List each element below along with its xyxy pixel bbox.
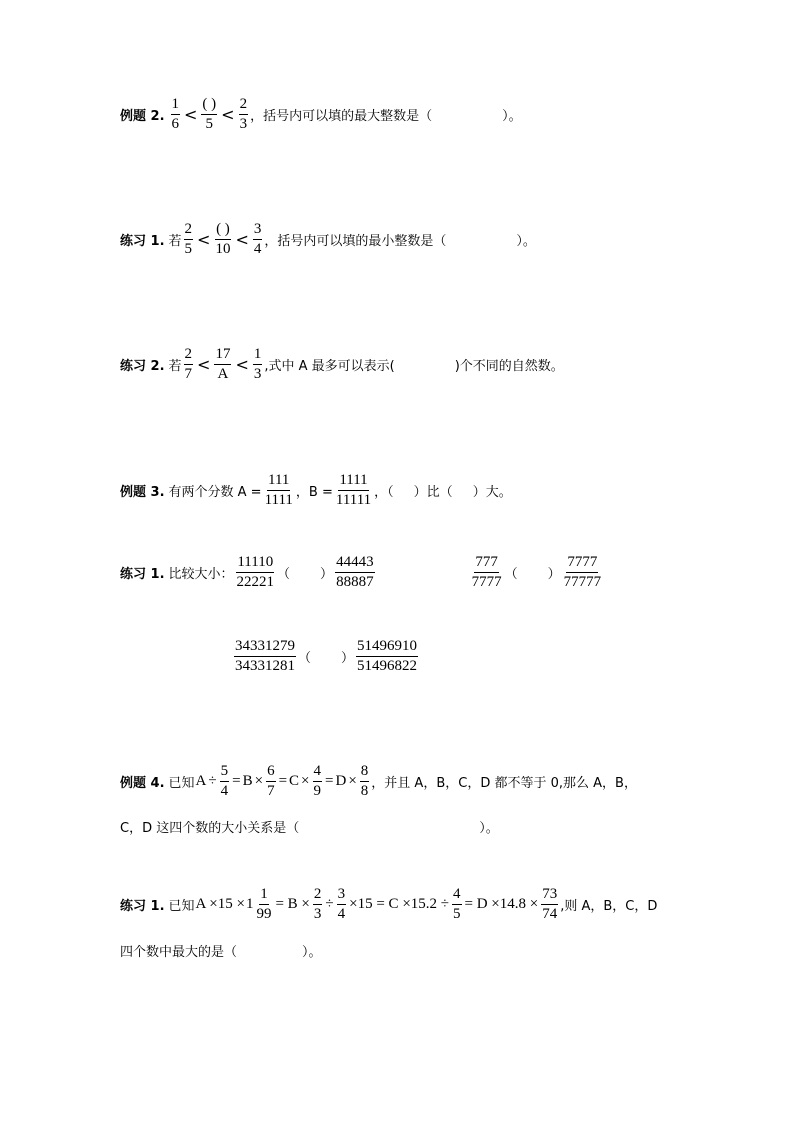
- question-text: ，并且 A，B，C，D 都不等于 0,那么 A，B，: [371, 776, 637, 791]
- denominator: 77777: [563, 574, 602, 590]
- example-2: [120, 96, 522, 133]
- var-c: C: [289, 773, 300, 789]
- question-label: 练习 1.: [120, 567, 165, 582]
- fraction: [541, 886, 558, 923]
- fraction: [239, 96, 249, 133]
- denominator: A: [217, 366, 229, 382]
- numerator: 6: [266, 763, 276, 782]
- practice-4-1-line-2: [120, 941, 322, 960]
- practice-1: [120, 221, 536, 258]
- fraction: [253, 346, 263, 383]
- practice-compare-row-2: [232, 638, 420, 675]
- denominator: 74: [542, 906, 558, 922]
- divide-sign: ÷: [208, 773, 217, 789]
- fraction-blank: [214, 221, 231, 258]
- denominator: 88887: [336, 574, 374, 590]
- less-than-sign: <: [197, 230, 211, 249]
- equals-sign: =: [232, 773, 241, 789]
- denominator: 4: [220, 783, 229, 799]
- question-text-end: ）。: [516, 234, 536, 249]
- numerator: 44443: [335, 554, 375, 573]
- fraction: [234, 638, 296, 675]
- question-label: 练习 1.: [120, 234, 165, 249]
- fraction: [360, 763, 370, 800]
- close-paren: ）: [341, 651, 355, 666]
- denominator: 7: [184, 366, 193, 382]
- numerator: 3: [253, 221, 263, 240]
- numerator: 777: [474, 554, 499, 573]
- question-text: ）比（: [413, 485, 453, 500]
- question-text: ，括号内可以填的最大整数是（: [250, 109, 433, 124]
- question-label: 例题 4.: [120, 776, 165, 791]
- numerator: 4: [313, 763, 323, 782]
- less-than-sign: <: [197, 355, 211, 374]
- fraction: [337, 886, 347, 923]
- fraction: [255, 886, 272, 923]
- question-text: 已知: [168, 776, 195, 791]
- numerator: 2: [184, 221, 194, 240]
- numerator: 73: [541, 886, 558, 905]
- fraction: [335, 554, 375, 591]
- numerator: 11110: [236, 554, 274, 573]
- practice-4-1: [120, 886, 657, 923]
- times-sign: ×: [301, 773, 310, 789]
- numerator: 8: [360, 763, 370, 782]
- fraction: [184, 346, 194, 383]
- var-d: D: [335, 773, 347, 789]
- close-paren: ）: [320, 567, 334, 582]
- numerator: 17: [214, 346, 231, 365]
- denominator: 3: [253, 366, 262, 382]
- expression: = B ×: [275, 896, 310, 912]
- denominator: 5: [205, 116, 214, 132]
- fraction: [220, 763, 230, 800]
- numerator: 51496910: [356, 638, 418, 657]
- open-paren: （: [298, 651, 312, 666]
- denominator: 5: [453, 906, 461, 922]
- fraction: [313, 763, 323, 800]
- times-sign: ×: [254, 773, 264, 789]
- numerator: 1: [171, 96, 181, 115]
- less-than-sign: <: [235, 355, 249, 374]
- fraction: [184, 221, 194, 258]
- denominator: 51496822: [357, 658, 418, 674]
- fraction-a: [264, 472, 294, 509]
- denominator: 7777: [471, 574, 502, 590]
- numerator: 2: [239, 96, 249, 115]
- question-text: ,式中 A 最多可以表示(: [264, 359, 395, 374]
- denominator: 4: [337, 906, 346, 922]
- denominator: 8: [360, 783, 369, 799]
- fraction: [356, 638, 418, 675]
- practice-2: [120, 346, 564, 383]
- fraction: [171, 96, 181, 133]
- question-text-end: ）。: [502, 109, 522, 124]
- var-a: A: [195, 773, 207, 789]
- question-text-end: ）大。: [472, 485, 512, 500]
- denominator: 3: [313, 906, 322, 922]
- less-than-sign: <: [184, 105, 198, 124]
- question-text-end: ）。: [479, 821, 499, 836]
- fraction: [563, 554, 603, 591]
- numerator: ( ): [201, 96, 217, 115]
- denominator: 1111: [264, 492, 293, 508]
- question-label: 例题 2.: [120, 109, 165, 124]
- denominator: 3: [239, 116, 248, 132]
- expression: = D ×14.8 ×: [464, 896, 539, 912]
- fraction: [214, 346, 231, 383]
- numerator: 1: [259, 886, 269, 905]
- fraction: [253, 221, 263, 258]
- denominator: 22221: [236, 574, 275, 590]
- numerator: 3: [337, 886, 347, 905]
- question-text: ，括号内可以填的最小整数是（: [264, 234, 447, 249]
- numerator: 34331279: [234, 638, 296, 657]
- times-sign: ×: [348, 773, 357, 789]
- fraction: [452, 886, 462, 923]
- question-text: C，D 这四个数的大小关系是（: [120, 821, 300, 836]
- example-4-line-2: [120, 817, 499, 836]
- practice-compare-row-1: [120, 554, 604, 591]
- open-paren: （: [504, 567, 518, 582]
- question-text: ，（: [374, 485, 394, 500]
- equals-sign: =: [325, 773, 334, 789]
- question-label: 例题 3.: [120, 485, 165, 500]
- fraction: [266, 763, 276, 800]
- fraction: [471, 554, 503, 591]
- example-4: [120, 763, 637, 800]
- denominator: 99: [256, 906, 272, 922]
- question-text: 比较大小：: [168, 567, 234, 582]
- denominator: 10: [215, 241, 231, 257]
- numerator: 111: [267, 472, 290, 491]
- denominator: 7: [267, 783, 275, 799]
- fraction-blank: [201, 96, 217, 133]
- question-text-end: ）。: [302, 945, 322, 960]
- whole-part: 1: [245, 896, 254, 912]
- numerator: 4: [452, 886, 462, 905]
- mixed-number: [246, 886, 275, 923]
- expression: A ×15 ×: [195, 896, 245, 912]
- denominator: 5: [184, 241, 193, 257]
- question-text-end: )个不同的自然数。: [454, 359, 564, 374]
- example-3: [120, 472, 512, 509]
- numerator: ( ): [215, 221, 231, 240]
- question-text: 有两个分数 A =: [168, 485, 262, 500]
- denominator: 9: [313, 783, 322, 799]
- question-text: 四个数中最大的是（: [120, 945, 238, 960]
- question-label: 练习 2.: [120, 359, 165, 374]
- numerator: 5: [220, 763, 230, 782]
- divide-sign: ÷: [325, 896, 334, 912]
- denominator: 11111: [335, 492, 372, 508]
- close-paren: ）: [547, 567, 561, 582]
- question-text: ，B =: [295, 485, 333, 500]
- question-text: 若: [168, 234, 182, 249]
- fraction-b: [335, 472, 372, 509]
- question-text: 若: [168, 359, 182, 374]
- denominator: 34331281: [235, 658, 295, 674]
- question-text: ,则 A，B，C，D: [560, 899, 658, 914]
- numerator: 7777: [566, 554, 598, 573]
- fraction: [236, 554, 276, 591]
- question-text: 已知: [168, 899, 195, 914]
- var-b: B: [242, 773, 253, 789]
- equals-sign: =: [278, 773, 288, 789]
- numerator: 1: [253, 346, 263, 365]
- question-label: 练习 1.: [120, 899, 165, 914]
- denominator: 6: [171, 116, 180, 132]
- numerator: 2: [184, 346, 194, 365]
- less-than-sign: <: [221, 105, 235, 124]
- less-than-sign: <: [235, 230, 249, 249]
- numerator: 1111: [338, 472, 368, 491]
- fraction: [313, 886, 323, 923]
- numerator: 2: [313, 886, 323, 905]
- denominator: 4: [253, 241, 262, 257]
- expression: ×15 = C ×15.2 ÷: [349, 896, 450, 912]
- open-paren: （: [277, 567, 291, 582]
